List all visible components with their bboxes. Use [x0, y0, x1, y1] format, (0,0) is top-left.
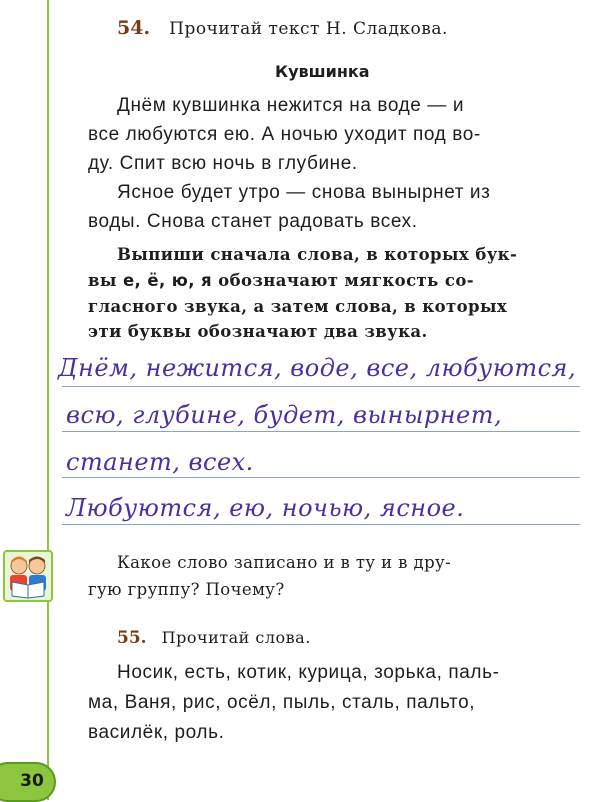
- story-title: Кувшинка: [275, 62, 370, 81]
- question-line-1: Какое слово записано и в ту и в дру-: [117, 553, 452, 572]
- task-line-3: гласного звука, а затем слова, в которых: [88, 297, 508, 316]
- task-line-2-suffix: обозначают мягкость со-: [212, 271, 474, 290]
- words-line-3: василёк, роль.: [88, 722, 225, 743]
- handwritten-line-2: всю, глубине, будет, вынырнет,: [66, 401, 503, 429]
- writing-line-1: [62, 386, 580, 387]
- writing-line-4: [62, 524, 580, 525]
- handwritten-line-4: Любуются, ею, ночью, ясное.: [66, 494, 465, 522]
- margin-line: [47, 0, 49, 800]
- task-line-2-prefix: вы: [88, 271, 123, 290]
- story-line-5: воды. Снова станет радовать всех.: [88, 211, 418, 232]
- exercise-55-header: [117, 628, 311, 648]
- story-line-2: все любуются ею. А ночью уходит под во-: [88, 124, 481, 145]
- story-line-4: Ясное будет утро — снова вынырнет из: [117, 182, 491, 203]
- exercise-55-number: 55.: [117, 628, 147, 648]
- handwritten-line-3: станет, всех.: [66, 448, 254, 476]
- story-line-3: ду. Спит всю ночь в глубине.: [88, 153, 358, 174]
- task-line-2: [88, 271, 474, 290]
- task-letters: е, ё, ю, я: [122, 271, 213, 290]
- words-line-2: ма, Ваня, рис, осёл, пыль, сталь, пальто,: [88, 692, 476, 713]
- exercise-54-number: 54.: [117, 17, 151, 39]
- story-line-1: Днём кувшинка нежится на воде — и: [117, 95, 465, 116]
- exercise-54-title: Прочитай текст Н. Сладкова.: [169, 19, 448, 39]
- exercise-54-header: [117, 17, 448, 39]
- writing-line-2: [62, 431, 580, 432]
- words-line-1: Носик, есть, котик, курица, зорька, паль-: [117, 662, 500, 683]
- question-line-2: гую группу? Почему?: [88, 580, 285, 599]
- handwritten-line-1: Днём, нежится, воде, все, любуются,: [58, 354, 577, 382]
- task-line-4: эти буквы обозначают два звука.: [88, 322, 428, 341]
- page-number: 30: [20, 771, 44, 791]
- exercise-55-title: Прочитай слова.: [161, 628, 311, 647]
- task-line-1: Выпиши сначала слова, в которых бук-: [117, 245, 518, 264]
- children-reading-icon: [3, 550, 53, 602]
- writing-line-3: [62, 477, 580, 478]
